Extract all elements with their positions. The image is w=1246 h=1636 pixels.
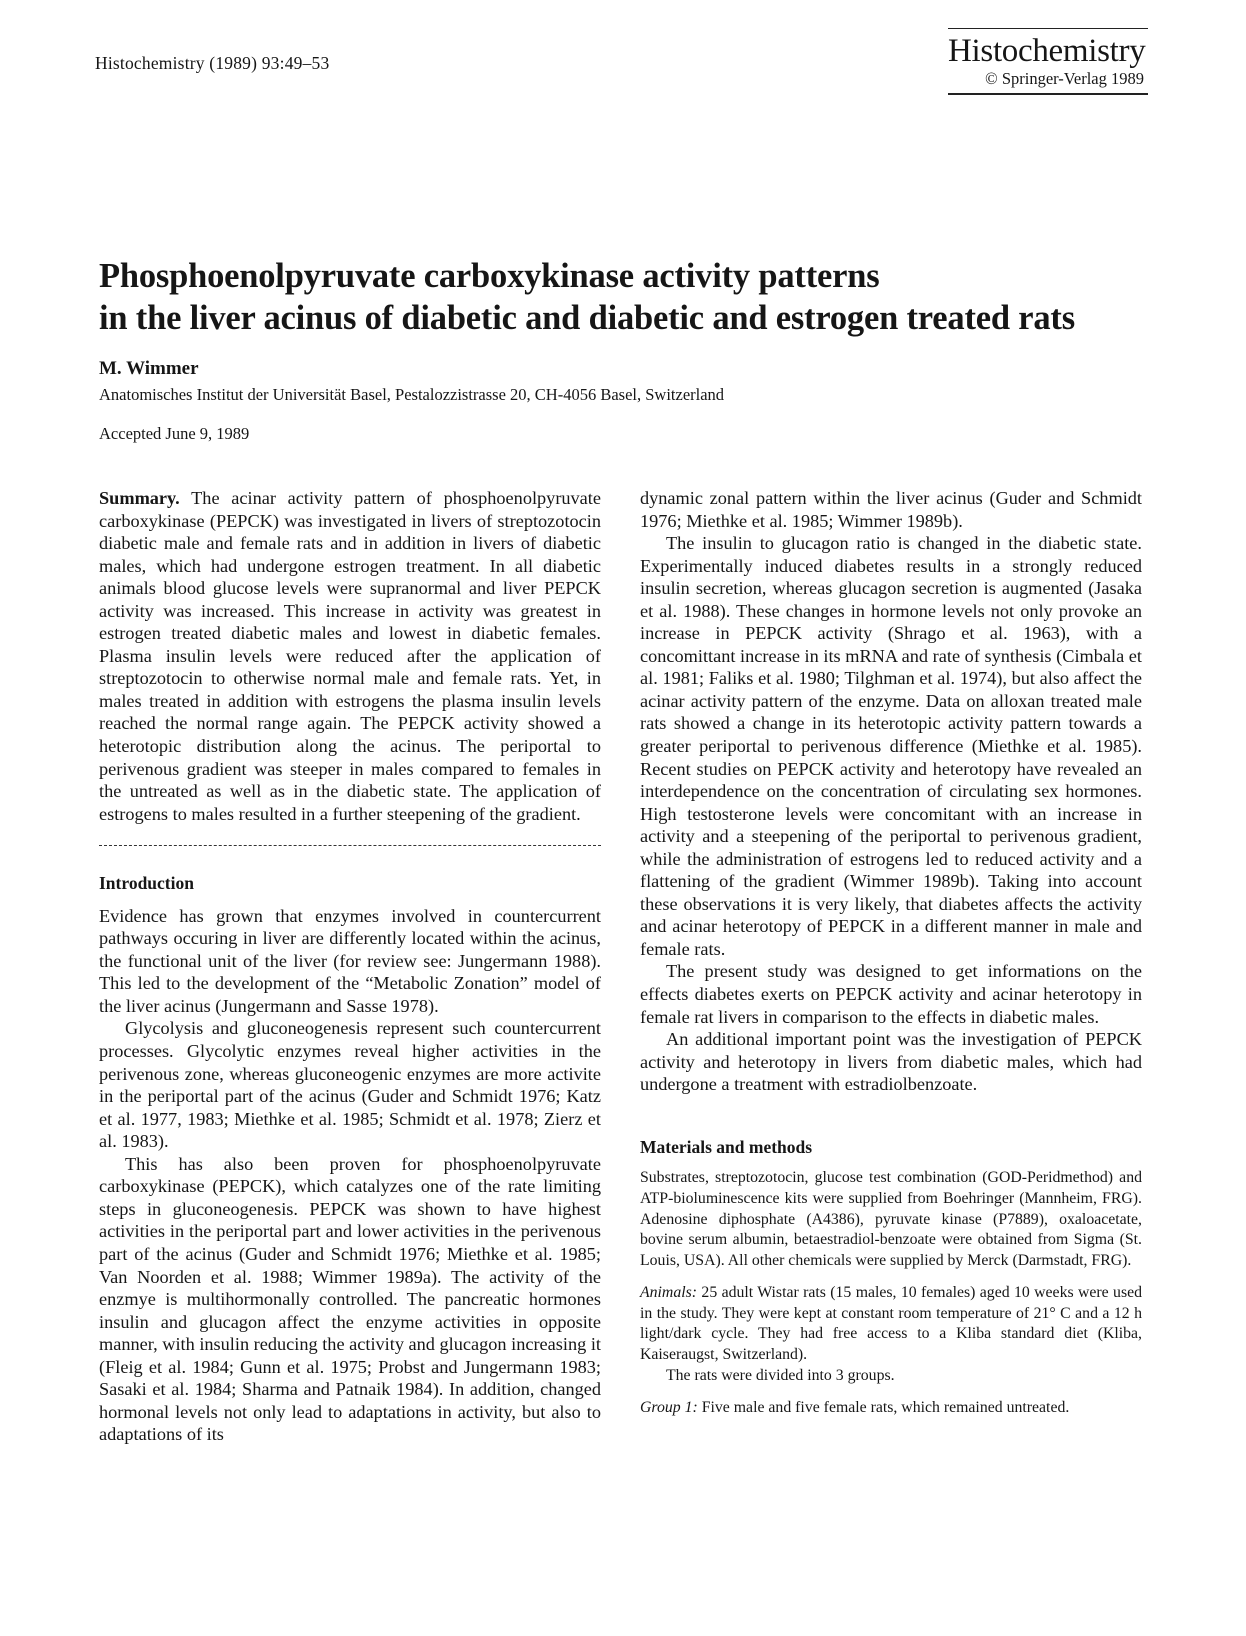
section-divider [99,845,601,846]
introduction-heading: Introduction [99,873,194,894]
brand-bottom-rule [948,93,1148,94]
intro-paragraph-3: This has also been proven for phosphoenolpyruvate carboxykinase (PEPCK), which catalyzes one of the rate limiting steps in gluconeogenesis. PEPCK was shown to have highest activities in the periportal part and lower activities in the perivenous part of the acinus (Guder and Schmidt 1976; Miethke et al. 1985; Van Noorden et al. 1988; Wimmer 1989a). The activity of the enzmye is multihormonally controlled. The pancreatic hormones insulin and glucagon affect the enzyme activities in opposite manner, with insulin reducing the activity and glucagon increasing it (Fleig et al. 1984; Gunn et al. 1975; Probst and Jungermann 1983; Sasaki et al. 1984; Sharma and Patnaik 1984). In addition, changed hormonal levels not only lead to adaptations in activity, but also to adaptations of its [99,1153,601,1445]
group-1-label: Group 1: [640,1399,698,1417]
summary-paragraph [99,487,601,825]
journal-brand [948,28,1148,95]
animals-text: 25 adult Wistar rats (15 males, 10 females) aged 10 weeks were used in the study. They were kept at constant room temperature of 21° C and a 12 h light/dark cycle. They had free access to a Kliba standard diet (Kliba, Kaiseraugst, Switzerland). [640,1284,1142,1364]
methods-body [640,1168,1142,1419]
intro-paragraph-2: Glycolysis and gluconeogenesis represent such countercurrent processes. Glycolytic enzymes reveal higher activities in the perivenous zone, whereas gluconeogenic enzymes are more activite in the periportal part of the acinus (Guder and Schmidt 1976; Katz et al. 1977, 1983; Miethke et al. 1985; Schmidt et al. 1978; Zierz et al. 1983). [99,1018,601,1152]
animals-paragraph [640,1283,1142,1365]
brand-top-rule [948,28,1148,29]
author-name: M. Wimmer [99,358,199,379]
summary-label: Summary. [99,488,180,508]
right-column [640,487,1142,1419]
group-1-paragraph [640,1398,1142,1419]
article-title [99,255,1159,339]
methods-heading: Materials and methods [640,1136,813,1157]
brand-copyright: © Springer-Verlag 1989 [985,69,1144,89]
group-1-text: Five male and five female rats, which remained untreated. [701,1399,1070,1417]
title-line-2: in the liver acinus of diabetic and diabetic and estrogen treated rats [99,299,1075,337]
animals-label: Animals: [640,1284,698,1302]
groups-intro: The rats were divided into 3 groups. [666,1366,895,1384]
title-line-1: Phosphoenolpyruvate carboxykinase activity patterns [99,257,880,295]
brand-title: Histochemistry [948,33,1146,70]
methods-paragraph-1: Substrates, streptozotocin, glucose test combination (GOD-Peridmethod) and ATP-bioluminescence kits were supplied from Boehringer (Mannheim, FRG). Adenosine diphosphate (A4386), pyruvate kinase (P7889), oxaloacetate, bovine serum albumin, betaestradiol-benzoate were obtained from Sigma (St. Louis, USA). All other chemicals were supplied by Merck (Darmstadt, FRG). [640,1169,1142,1269]
intro-paragraph-3-continued: dynamic zonal pattern within the liver acinus (Guder and Schmidt 1976; Miethke et al. 1985; Wimmer 1989b). [640,488,1142,531]
accepted-date: Accepted June 9, 1989 [99,424,250,443]
author-affiliation: Anatomisches Institut der Universität Basel, Pestalozzistrasse 20, CH-4056 Basel, Switzerland [99,385,725,404]
intro-paragraph-6: An additional important point was the investigation of PEPCK activity and heterotopy in livers from diabetic males, which had undergone a treatment with estradiolbenzoate. [640,1029,1142,1095]
left-column [99,487,601,1446]
intro-paragraph-1: Evidence has grown that enzymes involved in countercurrent pathways occuring in liver are differently located within the acinus, the functional unit of the liver (for review see: Jungermann 1988). This led to the development of the “Metabolic Zonation” model of the liver acinus (Jungermann and Sasse 1978). [99,905,601,1016]
journal-reference: Histochemistry (1989) 93:49–53 [95,53,330,73]
intro-paragraph-4: The insulin to glucagon ratio is changed in the diabetic state. Experimentally induced diabetes results in a strongly reduced insulin secretion, whereas glucagon secretion is augmented (Jasaka et al. 1988). These changes in hormone levels not only provoke an increase in PEPCK activity (Shrago et al. 1963), with a concomittant increase in its mRNA and rate of synthesis (Cimbala et al. 1981; Faliks et al. 1980; Tilghman et al. 1974), but also affect the acinar activity pattern of the enzyme. Data on alloxan treated male rats showed a change in its heterotopic activity pattern towards a greater periportal to perivenous difference (Miethke et al. 1985). Recent studies on PEPCK activity and heterotopy have revealed an interdependence on the concentration of circulating sex hormones. High testosterone levels were concomitant with an increase in activity and a steepening of the periportal to perivenous gradient, while the administration of estrogens led to reduced activity and a flattening of the gradient (Wimmer 1989b). Taking into account these observations it is very likely, that diabetes affects the activity and acinar heterotopy of PEPCK in a different manner in male and female rats. [640,533,1142,959]
summary-text: The acinar activity pattern of phosphoenolpyruvate carboxykinase (PEPCK) was investigated in livers of streptozotocin diabetic male and female rats and in addition in livers of diabetic males, which had undergone estrogen treatment. In all diabetic animals blood glucose levels were supranormal and liver PEPCK activity was increased. This increase in activity was greatest in estrogen treated diabetic males and lowest in diabetic females. Plasma insulin levels were reduced after the application of streptozotocin to otherwise normal male and female rats. Yet, in males treated in addition with estrogens the plasma insulin levels reached the normal range again. The PEPCK activity showed a heterotopic distribution along the acinus. The periportal to perivenous gradient was steeper in males compared to females in the untreated as well as in the diabetic state. The application of estrogens to males resulted in a further steepening of the gradient. [99,488,601,824]
intro-paragraph-5: The present study was designed to get informations on the effects diabetes exerts on PEPCK activity and acinar heterotopy in female rat livers in comparison to the effects in diabetic males. [640,961,1142,1027]
